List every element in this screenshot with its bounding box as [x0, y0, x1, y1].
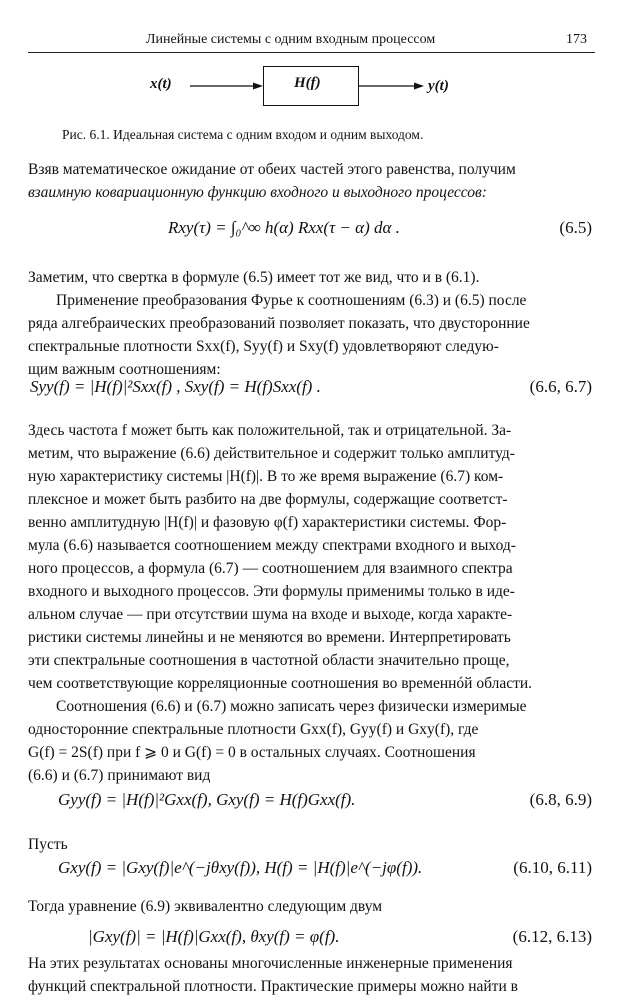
paragraph-2 [28, 266, 594, 289]
equation-formula: Syy(f) = |H(f)|²Sxx(f) , Sxy(f) = H(f)Sxx(f) . [30, 377, 321, 396]
text-line: Здесь частота f может быть как положительной, так и отрицательной. За- [28, 422, 512, 439]
text-line: Соотношения (6.6) и (6.7) можно записать через физически измеримые [56, 698, 527, 715]
output-arrowhead [414, 83, 424, 90]
equation-formula: Gyy(f) = |H(f)|²Gxx(f), Gxy(f) = H(f)Gxx(f). [58, 790, 356, 809]
text-line: плексное и может быть разбито на две формулы, содержащие соответст- [28, 491, 508, 508]
text-line: функций спектральной плотности. Практические примеры можно найти в [28, 978, 518, 995]
text-line: Заметим, что свертка в формуле (6.5) имеет тот же вид, что и в (6.1). [28, 269, 480, 286]
text-line: Применение преобразования Фурье к соотношениям (6.3) и (6.5) после [56, 292, 527, 309]
text-line: ного процессов, а формула (6.7) — соотношением для взаимного спектра [28, 560, 513, 577]
paragraph-4 [28, 419, 594, 695]
text-line: альном случае — при отсутствии шума на входе и выходе, когда характе- [28, 606, 513, 623]
equation-6-5 [28, 218, 594, 248]
paragraph-6 [28, 833, 594, 856]
equation-number: (6.5) [559, 218, 592, 237]
paragraph-5-cont [28, 718, 594, 787]
header-rule [28, 52, 595, 53]
text-line: односторонние спектральные плотности Gxx(f), Gyy(f) и Gxy(f), где [28, 721, 479, 738]
equation-6-8-6-9 [28, 790, 594, 820]
text-line: Взяв математическое ожидание от обеих частей этого равенства, получим [28, 161, 516, 178]
figure-caption: Рис. 6.1. Идеальная система с одним входом и одним выходом. [62, 127, 424, 142]
text-line: На этих результатах основаны многочисленные инженерные применения [28, 955, 513, 972]
text-line: (6.6) и (6.7) принимают вид [28, 767, 211, 784]
equation-formula: |Gxy(f)| = |H(f)|Gxx(f), θxy(f) = φ(f). [88, 927, 340, 946]
paragraph-1 [28, 158, 594, 204]
page-number: 173 [566, 32, 587, 47]
equation-number: (6.12, 6.13) [512, 927, 592, 946]
text-line: эти спектральные соотношения в частотной области значительно проще, [28, 652, 510, 669]
text-line: Тогда уравнение (6.9) эквивалентно следующим двум [28, 898, 383, 915]
running-title: Линейные системы с одним входным процессом [146, 32, 436, 47]
paragraph-8 [28, 952, 594, 998]
text-line: Пусть [28, 836, 68, 853]
text-line: ную характеристику системы |H(f)|. В то же время выражение (6.7) ком- [28, 468, 504, 485]
equation-6-10-6-11 [28, 858, 594, 888]
text-line-emphasis: взаимную ковариационную функцию входного и выходного процессов: [28, 184, 487, 201]
system-box-label: H(f) [294, 75, 321, 91]
input-label: x(t) [150, 76, 172, 92]
text-line: ристики системы линейны и не меняются во времени. Интерпретировать [28, 629, 511, 646]
system-block-diagram [150, 66, 480, 112]
text-line: венно амплитудную |H(f)| и фазовую φ(f) характеристики системы. Фор- [28, 514, 507, 531]
equation-number: (6.10, 6.11) [513, 858, 592, 877]
paragraph-7 [28, 895, 594, 918]
text-line: чем соответствующие корреляционные соотношения во временнóй области. [28, 675, 533, 692]
equation-number: (6.6, 6.7) [529, 377, 592, 396]
text-line: G(f) = 2S(f) при f ⩾ 0 и G(f) = 0 в остальных случаях. Соотношения [28, 744, 476, 761]
text-line: метим, что выражение (6.6) действительное и содержит только амплитуд- [28, 445, 515, 462]
system-box [263, 66, 359, 106]
equation-number: (6.8, 6.9) [529, 790, 592, 809]
text-line: мула (6.6) называется соотношением между спектрами входного и выход- [28, 537, 516, 554]
equation-formula: Rxy(τ) = ∫₀^∞ h(α) Rxx(τ − α) dα . [168, 218, 400, 237]
input-arrowhead [253, 83, 263, 90]
output-label: y(t) [428, 78, 449, 94]
equation-formula: Gxy(f) = |Gxy(f)|e^(−jθxy(f)), H(f) = |H(f)|e^(−jφ(f)). [58, 858, 423, 877]
paragraph-3-cont [28, 312, 594, 381]
equation-6-6-6-7 [28, 377, 594, 407]
paragraph-3 [28, 289, 594, 312]
page-header [28, 32, 591, 50]
text-line: входного и выходного процессов. Эти формулы применимы только в иде- [28, 583, 515, 600]
text-line: спектральные плотности Sxx(f), Syy(f) и Sxy(f) удовлетворяют следую- [28, 338, 499, 355]
text-line: щим важным соотношениям: [28, 361, 221, 378]
paragraph-5 [28, 695, 594, 718]
text-line: ряда алгебраических преобразований позволяет показать, что двусторонние [28, 315, 530, 332]
